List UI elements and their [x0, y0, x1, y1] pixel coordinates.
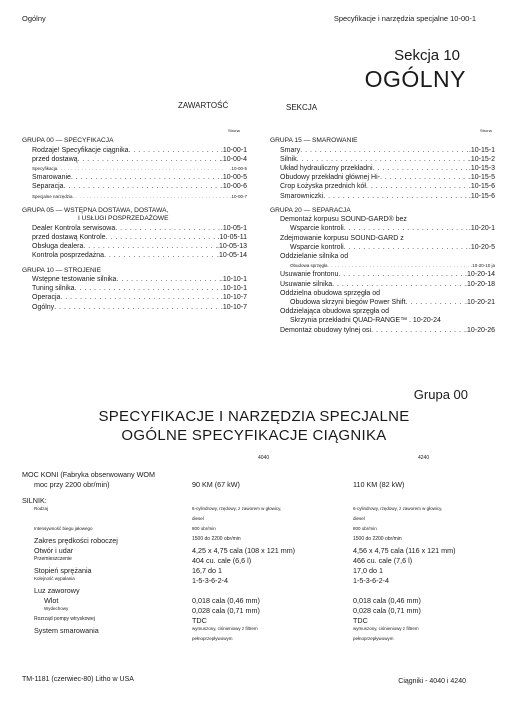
toc-entry-page: .10-00-5: [230, 165, 247, 171]
toc-group-heading: GRUPA 15 — SMAROWANIE: [270, 137, 358, 144]
spec-value-4240: 1-5-3-6-2-4: [353, 576, 389, 585]
section-title: OGÓLNY: [364, 66, 466, 92]
group-heading: Grupa 00: [413, 387, 468, 402]
toc-entry-title: Obudowy przekładni głównej Hi-: [280, 174, 380, 182]
toc-entry: [270, 298, 495, 307]
section-label: Sekcja 10: [394, 47, 460, 64]
spec-value-4240: wymuszony, ciśnieniowy z filtrem: [353, 626, 419, 631]
toc-group-heading-cont: I USŁUGI POSPRZEDAŻOWE: [78, 215, 169, 223]
toc-dot-leader: [332, 280, 465, 289]
toc-entry-title: Smarowniczki: [280, 192, 324, 200]
spec-value-4040: 0,028 cala (0,71 mm): [192, 606, 260, 615]
spec-value-4240: diesel: [353, 516, 365, 521]
toc-entry-page: .10-15-1: [468, 146, 495, 154]
toc-entry-page: .10-20-1: [468, 225, 495, 233]
toc-entry-title: Układ hydrauliczny przekładni: [280, 164, 373, 172]
toc-dot-leader: [64, 182, 221, 191]
spec-value-4240: 17,0 do 1: [353, 566, 383, 575]
toc-entry: [22, 251, 247, 260]
toc-dot-leader: [78, 155, 221, 164]
toc-dot-leader: [57, 164, 230, 173]
toc-group-heading: GRUPA 10 — STROJENIE: [22, 266, 102, 274]
toc-entry-title: przed dostawą: [32, 155, 78, 163]
spec-label: Wlot: [44, 596, 59, 605]
spec-label: System smarowania: [34, 626, 99, 635]
toc-entry-page: .10-00-5: [220, 174, 247, 182]
page-label-right: Strona: [480, 128, 492, 133]
spec-value-4240: 466 cu. cale (7,6 l): [353, 556, 413, 565]
toc-dot-leader: [116, 275, 220, 284]
toc-dot-leader: [328, 261, 471, 270]
header-right: Specyfikacje i narzędzia specjalne 10-00-1: [333, 14, 476, 23]
spec-label: Otwór i udar: [34, 546, 74, 555]
spec-row: [22, 616, 492, 626]
spec-row: [22, 496, 492, 506]
toc-entry-title: Usuwanie silnika: [280, 280, 333, 288]
spec-row: [22, 596, 492, 606]
spec-row: [22, 526, 492, 536]
spec-label: Przemieszczenie: [34, 556, 72, 562]
spec-label: moc przy 2200 obr/min): [34, 480, 110, 489]
toc-entry-title: Obsługa dealera: [32, 243, 84, 251]
toc-entry-page: .10-10-7: [220, 303, 247, 311]
toc-dot-leader: [106, 233, 218, 242]
toc-entry-title: Rodzaje! Specyfikacje ciągnika: [32, 146, 129, 154]
toc-entry: [270, 155, 495, 164]
spec-value-4040: 6-cylindrowy, rzędowy, z zaworem w głowicy,: [192, 506, 282, 511]
toc-entry-page: .10-00-7: [230, 193, 247, 199]
model-a: 4040: [258, 455, 270, 461]
toc-entry-text: Zdejmowanie korpusu SOUND-GARD z: [280, 234, 404, 242]
toc-entry-title: Crop Łożyska przednich kół: [280, 183, 366, 191]
toc-entry-page: .10-05-11: [217, 233, 247, 241]
toc-entry: [270, 261, 495, 270]
spec-label: Rozrząd pompy wtryskowej: [34, 616, 95, 622]
spec-value-4240: pełnoprzepływowym: [353, 636, 394, 641]
spec-value-4040: wymuszony, ciśnieniowy z filtrem: [192, 626, 258, 631]
page-label-left: Strona: [228, 128, 240, 133]
toc-entry-text: Oddzielająca obudowa sprzęgła od: [280, 308, 389, 316]
toc-group-heading: GRUPA 00 — SPECYFIKACJA: [22, 137, 114, 144]
spec-label: MOC KONI (Fabryka obserwowany WOM: [22, 470, 155, 479]
toc-dot-leader: [54, 303, 221, 312]
toc-entry: [270, 182, 495, 191]
toc-dot-leader: [104, 251, 217, 260]
spec-value-4040: 90 KM (67 kW): [192, 480, 240, 489]
toc-dot-leader: [380, 173, 469, 182]
spec-value-4040: 0,018 cala (0,46 mm): [192, 596, 260, 605]
toc-entry: [22, 224, 247, 233]
spec-row: [22, 586, 492, 596]
toc-entry-page: .10-20-14: [465, 271, 495, 279]
spec-value-4040: diesel: [192, 516, 204, 521]
toc-dot-leader: [73, 192, 231, 201]
toc-entry-title: Smary: [280, 146, 301, 154]
spec-value-4040: 1-5-3-6-2-4: [192, 576, 228, 585]
spec-value-4040: pełnoprzepływowym: [192, 636, 233, 641]
toc-entry: [22, 233, 247, 242]
model-b: 4240: [418, 455, 430, 461]
toc-entry-title: Specjalne narzędzia: [32, 193, 73, 199]
toc-entry-title: Operacja: [32, 294, 61, 302]
toc-entry: [22, 293, 247, 302]
toc-entry-page: .10-20-5: [468, 243, 495, 251]
spec-table: [22, 470, 492, 646]
toc-dot-leader: [344, 243, 469, 252]
spec-label: Kolejność wypalania: [34, 576, 75, 581]
footer-right: Ciągniki - 4040 i 4240: [398, 678, 466, 685]
spec-label: Zakres prędkości roboczej: [34, 536, 118, 545]
title-line-1: SPECYFIKACJE I NARZĘDZIA SPECJALNE: [98, 408, 410, 425]
toc-entry: [22, 182, 247, 191]
spec-row: [22, 536, 492, 546]
toc-entry: [270, 326, 495, 335]
spec-row: [22, 506, 492, 516]
toc-entry-page: .10-00-1: [220, 146, 247, 154]
toc-entry: [270, 270, 495, 279]
toc-left-column: [22, 137, 247, 312]
toc-entry-page: .10-15-6: [468, 183, 495, 191]
spec-row: [22, 636, 492, 646]
spec-label: Stopień sprężania: [34, 566, 92, 575]
toc-entry-title: Smarowanie: [32, 174, 71, 182]
toc-entry: [22, 242, 247, 251]
toc-dot-leader: [60, 293, 221, 302]
spec-row: [22, 576, 492, 586]
toc-entry-text: Oddzielna obudowa sprzęgła od: [280, 289, 381, 297]
toc-dot-leader: [83, 242, 217, 251]
toc-entry-title: Obudowa sprzęgła: [290, 263, 328, 269]
spec-row: [22, 470, 492, 480]
spec-value-4240: 0,028 cala (0,71 mm): [353, 606, 421, 615]
toc-entry: [270, 192, 495, 201]
spec-value-4040: 800 obr/min: [192, 526, 216, 531]
toc-entry-title: Wsparcie kontroli: [290, 243, 344, 251]
spec-row: [22, 626, 492, 636]
toc-entry: [270, 280, 495, 289]
spec-row: [22, 480, 492, 490]
spec-row: [22, 556, 492, 566]
toc-entry-title: Kontrola posprzedażna: [32, 252, 104, 260]
toc-entry-page: .10-00-4: [220, 155, 247, 163]
toc-entry: [270, 243, 495, 252]
toc-group-heading: GRUPA 05 — WSTĘPNA DOSTAWA, DOSTAWA,: [22, 206, 169, 214]
spec-value-4240: TDC: [353, 616, 368, 625]
toc-entry: [22, 146, 247, 155]
toc-dot-leader: [300, 146, 469, 155]
spec-value-4240: 4,56 x 4,75 cala (116 x 121 mm): [353, 546, 456, 555]
toc-entry-page: .10-20-10 ja: [470, 263, 495, 269]
toc-entry-title: Obudowa skrzyni biegów Power Shift: [290, 299, 406, 307]
toc-entry-title: Wstępne testowanie silnika: [32, 276, 117, 284]
spec-row: [22, 516, 492, 526]
toc-entry-title: Specyfikacja: [32, 165, 58, 171]
toc-entry-page: .10-20-21: [465, 299, 495, 307]
toc-entry-page: .10-15-2: [468, 155, 495, 163]
toc-entry: [22, 173, 247, 182]
spec-value-4240: 800 obr/min: [353, 526, 377, 531]
toc-dot-leader: [373, 164, 469, 173]
spec-value-4240: 1500 do 2200 obr/min: [353, 536, 402, 542]
toc-dot-leader: [75, 284, 221, 293]
toc-entry: [270, 164, 495, 173]
toc-entry-text: Demontaż korpusu SOUND-GARD® bez: [280, 216, 407, 224]
toc-entry-page: .10-15-6: [468, 192, 495, 200]
toc-entry: [270, 224, 495, 233]
toc-entry-page: .10-05-13: [217, 243, 247, 251]
toc-entry-page: .10-10-1: [220, 276, 247, 284]
toc-right-column: [270, 137, 495, 335]
spec-value-4040: 1500 do 2200 obr/min: [192, 536, 241, 542]
spec-row: [22, 566, 492, 576]
toc-entry: [22, 284, 247, 293]
spec-value-4240: 110 KM (82 kW): [353, 480, 405, 489]
toc-dot-leader: [371, 326, 465, 335]
toc-entry-title: przed dostawą Kontrole: [32, 233, 106, 241]
toc-entry-page: .10-20-18: [465, 280, 495, 288]
header-left: Ogólny: [22, 14, 46, 23]
toc-entry: [22, 155, 247, 164]
spec-value-4240: 0,018 cala (0,46 mm): [353, 596, 421, 605]
toc-dot-leader: [338, 270, 465, 279]
toc-entry-page: .10-15-5: [468, 174, 495, 182]
toc-entry-title: Separacja: [32, 183, 64, 191]
toc-entry-title: Dealer Kontrola serwisowa: [32, 224, 116, 232]
spec-value-4040: 4,25 x 4,75 cala (108 x 121 mm): [192, 546, 296, 555]
toc-entry-text: Skrzynia przekładni QUAD-RANGE™ . 10-20-24: [290, 317, 441, 325]
toc-entry-title: Usuwanie frontonu: [280, 271, 339, 279]
spec-value-4040: TDC: [192, 616, 207, 625]
toc-dot-leader: [71, 173, 221, 182]
toc-entry-page: .10-05-14: [217, 252, 247, 260]
toc-dot-leader: [366, 182, 469, 191]
toc-entry: [270, 173, 495, 182]
toc-entry-title: Wsparcie kontroli: [290, 225, 344, 233]
toc-entry-title: Demontaż obudowy tylnej osi: [280, 326, 372, 334]
toc-entry: [22, 192, 247, 201]
toc-dot-leader: [323, 192, 469, 201]
toc-entry-title: Ogólny: [32, 303, 55, 311]
toc-entry-page: .10-10-1: [220, 285, 247, 293]
toc-dot-leader: [344, 224, 469, 233]
toc-entry-page: .10-15-3: [468, 164, 495, 172]
toc-entry-page: .10-05-1: [220, 224, 247, 232]
spec-label: SILNIK:: [22, 496, 47, 505]
spec-label: Wydechowy: [44, 606, 69, 611]
toc-entry-title: Tuning silnika: [32, 285, 75, 293]
toc-dot-leader: [129, 146, 221, 155]
spec-value-4040: 16,7 do 1: [192, 566, 222, 575]
toc-entry: [270, 146, 495, 155]
title-line-2: OGÓLNE SPECYFIKACJE CIĄGNIKA: [121, 427, 387, 444]
spec-label: Luz zaworowy: [34, 586, 80, 595]
toc-entry-page: .10-10-7: [220, 294, 247, 302]
toc-dot-leader: [115, 224, 221, 233]
spec-row: [22, 546, 492, 556]
toc-dot-leader: [297, 155, 469, 164]
spec-row: [22, 606, 492, 616]
spec-label: Intensywność biegu jałowego: [34, 526, 93, 531]
toc-dot-leader: [406, 298, 465, 307]
toc-entry: [22, 164, 247, 173]
toc-entry-page: .10-20-26: [465, 326, 495, 334]
spec-label: Rodzaj: [34, 506, 49, 511]
toc-entry-title: Silnik: [280, 155, 297, 163]
toc-entry: [22, 303, 247, 312]
toc-entry: [22, 275, 247, 284]
contents-heading: ZAWARTOŚĆ: [178, 101, 229, 110]
spec-value-4040: 404 cu. cale (6,6 l): [192, 556, 252, 565]
toc-entry-text: Oddzielanie silnika od: [280, 253, 349, 261]
toc-entry-page: .10-00-6: [220, 183, 247, 191]
spec-value-4240: 6-cylindrowy, rzędowy, z zaworem w głowicy,: [353, 506, 443, 511]
toc-group-heading: GRUPA 20 — SEPARACJA: [270, 206, 351, 214]
footer-left: TM-1181 (czerwiec-80) Litho w USA: [22, 676, 134, 683]
section-heading: SEKCJA: [286, 103, 318, 112]
